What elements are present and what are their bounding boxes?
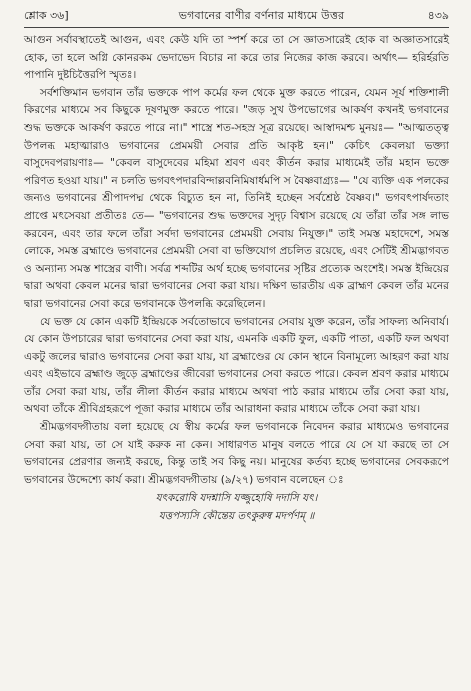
running-header: [24, 8, 449, 28]
quoted-verse: [24, 490, 449, 525]
verse-reference: শ্লোক ৩৬]: [24, 9, 69, 22]
paragraph-1: আগুন সর্বাবস্থাতেই আগুন, এবং কেউ যদি তা স্পর্শ করে তা সে জ্ঞাতসারেই হোক বা অজ্ঞাতসারেই হোক, তা হলে অগ্নি কোনরকম ভেদাভেদ বিচার না করে তার নিজের কাজ করবে। অর্থাৎ— হরির্হরতি পাপানি দুষ্টচিত্তৈরপি স্মৃতঃ।: [24, 34, 449, 82]
verse-line-2: যত্তপস্যসি কৌন্তেয় তৎকুরুষ্ব মদর্পণম্ ॥: [158, 509, 315, 522]
body-text: [24, 32, 449, 489]
verse-line-1: যৎকরোষি যদশ্নাসি যজ্জুহোষি দদাসি যৎ।: [155, 492, 318, 505]
paragraph-3: যে ভক্ত যে কোন একটি ইন্দ্রিয়কে সর্বতোভাবে ভগবানের সেবায় যুক্ত করেন, তাঁর সাফল্য অনিবার্য। যে কোন উপচারের দ্বারা ভগবানের সেবা করা যায়, এমনকি একটি ফুল, একটি পাতা, একটি ফল অথবা একটু জলের দ্বারাও ভগবানের সেবা করা যায়, যা ব্রহ্মাণ্ডের যে কোন স্থানে বিনামূল্যে আহরণ করা যায় এবং এইভাবে ব্রহ্মাণ্ড জুড়ে ব্রহ্মাণ্ডের জীবেরা ভগবানের সেবা করতে পারে। কেবল শ্রবণ করার মাধ্যমে তাঁর সেবা করা যায়, তাঁর লীলা কীর্তন করার মাধ্যমে অথবা পাঠ করার মাধ্যমে তাঁর সেবা করা যায়, অথবা তাঁকে শ্রীবিগ্রহরূপে পূজা করার মাধ্যমে তাঁর আরাধনা করার মাধ্যমে তাঁকে সেবা করা যায়।: [24, 315, 449, 416]
page-number: ৪৩৯: [427, 9, 449, 22]
paragraph-4: শ্রীমদ্ভগবদ্গীতায় বলা হয়েছে যে স্বীয় কর্মের ফল ভগবানকে নিবেদন করার মাধ্যমেও ভগবানের সেবা করা যায়, তা সে যাই করুক না কেন। সাধারণত মানুষ বলতে পারে যে সে যা করছে তা সে ভগবানের প্রেরণার জন্যই করছে, কিন্তু তাই সব কিছু নয়। মানুষের কর্তব্য হচ্ছে ভগবানের সেবকরূপে ভগবানের উদ্দেশ্যে কার্য করা। শ্রীমদ্ভগবদ্গীতায় (৯/২৭) ভগবান বলেছেন ঃ: [24, 421, 449, 486]
paragraph-2: সর্বশক্তিমান ভগবান তাঁর ভক্তকে পাপ কর্মের ফল থেকে মুক্ত করতে পারেন, যেমন সূর্য শক্তিশালী কিরণের মাধ্যমে সব কিছুকে দূষণমুক্ত করতে পারে। "জড় সুখ উপভোগের আকর্ষণ কখনই ভগবানের শুদ্ধ ভক্তকে আকর্ষণ করতে পারে না।" শাস্ত্রে শত-সহস্র সূত্র রয়েছে। আস্বাদমশ্চ মুনয়ঃ— "আত্মতত্ত্ব উপলব্ধ মহাত্মারাও ভগবানের প্রেমময়ী সেবার প্রতি আকৃষ্ট হন।" কেচিৎ কেবলয়া ভক্ত্যা বাসুদেবপরায়ণাঃ— "কেবল বাসুদেবের মহিমা শ্রবণ এবং কীর্তন করার মাধ্যমেই তাঁর মহান ভক্তে পরিণত হওয়া যায়।" ন চলতি ভগবৎপদারবিন্দাল্লবনিমিষার্ধমপি স বৈষ্ণবাগ্র্যঃ— "যে ব্যক্তি এক পলকের জন্যও ভগবানের শ্রীপাদপদ্ম থেকে বিচ্যুত হন না, তিনিই হচ্ছেন সর্বশ্রেষ্ঠ বৈষ্ণব।" ভগবৎপার্ষদতাং প্রাপ্তে মৎসেবয়া প্রতীতঃ তে— "ভগবানের শুদ্ধ ভক্তদের সুদৃঢ় বিশ্বাস রয়েছে যে তাঁরা তাঁর সঙ্গ লাভ করবেন, এবং তার ফলে তাঁরা সর্বদা ভগবানের প্রেমময়ী সেবায় নিযুক্ত।" তাই সমস্ত মহাদেশে, সমস্ত লোকে, সমস্ত ব্রহ্মাণ্ডে ভগবানের প্রেমময়ী সেবা বা ভক্তিযোগ প্রচলিত রয়েছে, এবং সেটিই শ্রীমদ্ভাগবত ও অন্যান্য সমস্ত শাস্ত্রের বাণী। সর্বত্র শব্দটির অর্থ হচ্ছে ভগবানের সৃষ্টির প্রত্যেক অংশেই। সমস্ত ইন্দ্রিয়ের দ্বারা অথবা কেবল মনের দ্বারা ভগবানের সেবা করা যায়। দক্ষিণ ভারতীয় এক ব্রাহ্মণ কেবল তাঁর মনের দ্বারা ভগবানের সেবা করে ভগবানকে উপলব্ধি করেছিলেন।: [24, 86, 449, 310]
chapter-title: ভগবানের বাণীর বর্ণনার মাধ্যমে উত্তর: [178, 9, 345, 22]
